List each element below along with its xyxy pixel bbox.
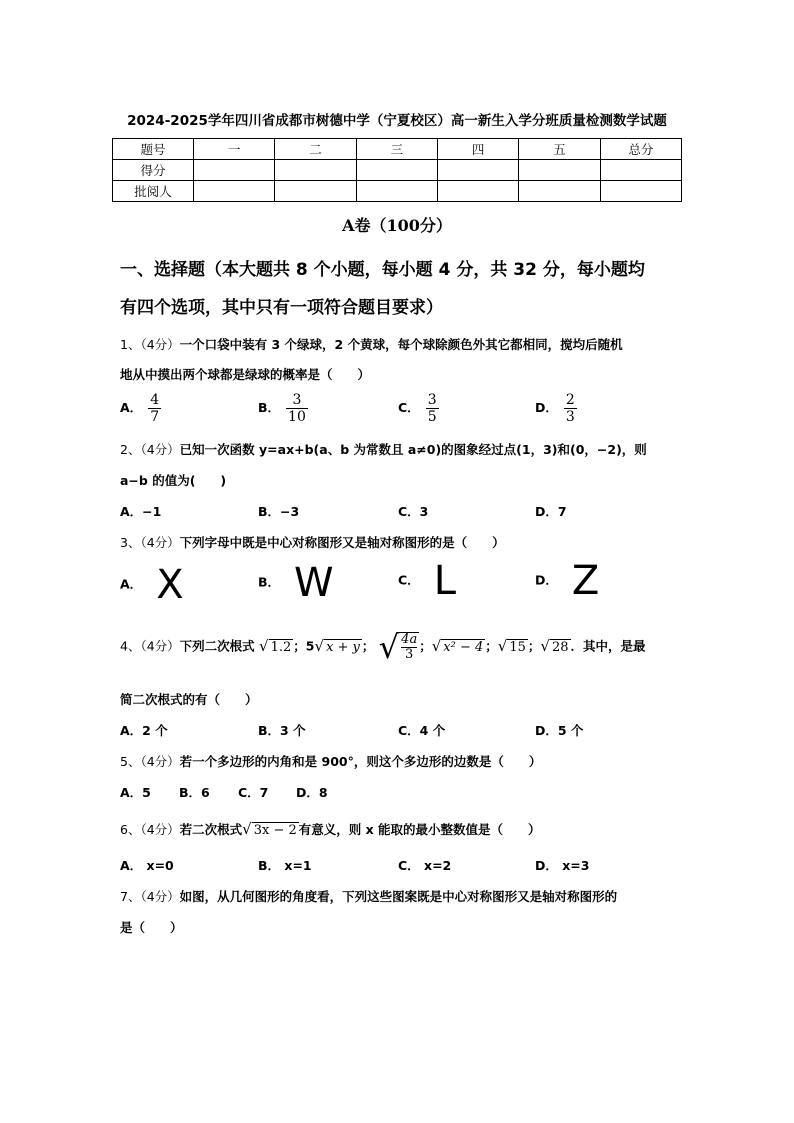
row-label: 批阅人 — [113, 181, 194, 202]
option-label: A． — [120, 576, 143, 592]
row-label: 得分 — [113, 160, 194, 181]
q4-option-c: C．4 个 — [398, 723, 446, 738]
question-3 — [120, 533, 505, 551]
denominator: 3 — [565, 409, 575, 425]
radical-3: √ $\frac{4a}{3}$ — [378, 628, 418, 666]
denominator: 7 — [150, 409, 160, 425]
option-label: C． — [398, 400, 420, 415]
radicand: 28 — [551, 639, 569, 655]
option-label: D． — [535, 400, 558, 415]
letter-x: X — [156, 562, 184, 608]
blank-cell — [600, 181, 681, 202]
q6-option-a: A． x=0 — [120, 858, 174, 873]
question-number: 1、（4分） — [120, 337, 180, 352]
radical-1: √ 1.2 — [259, 636, 292, 655]
section1-heading-line1: 一、选择题（本大题共 8 个小题，每小题 4 分，共 32 分，每小题均 — [120, 260, 645, 280]
question-2 — [120, 440, 647, 458]
q3-option-c — [398, 558, 456, 604]
option-label: C． — [398, 572, 420, 588]
blank-cell — [194, 181, 275, 202]
q5-option-a: A．5 — [120, 785, 151, 800]
question-text: 已知一次函数 y=ax+b(a、b 为常数且 a≠0)的图象经过点(1，3)和(0，−2)，则 — [179, 442, 647, 457]
q2-option-a: A．−1 — [120, 504, 162, 519]
blank-cell — [356, 181, 437, 202]
question-text: 下列字母中既是中心对称图形又是轴对称图形的是（ ） — [179, 535, 505, 550]
score-table — [112, 138, 682, 202]
header-cell: 四 — [437, 139, 518, 160]
q2-option-d: D．7 — [535, 504, 567, 519]
radical-2: √ x + y — [314, 636, 360, 655]
question-4 — [120, 628, 646, 666]
question-5 — [120, 752, 541, 770]
question-text: 如图，从几何图形的角度看，下列这些图案既是中心对称图形又是轴对称图形的 — [179, 889, 618, 904]
blank-cell — [519, 160, 600, 181]
separator: ； — [485, 638, 498, 654]
q1-option-d — [535, 392, 577, 425]
separator: ； — [419, 638, 432, 654]
question-7-line2: 是（ ） — [120, 920, 183, 935]
separator: ； — [293, 638, 306, 654]
blank-cell — [437, 160, 518, 181]
q6-option-d: D． x=3 — [535, 858, 590, 873]
letter-l: L — [433, 558, 456, 604]
q4-option-d: D．5 个 — [535, 723, 584, 738]
blank-cell — [275, 181, 356, 202]
q1-option-a — [120, 392, 161, 425]
radicand: 3x − 2 — [253, 823, 297, 838]
blank-cell — [600, 160, 681, 181]
question-4-line2: 简二次根式的有（ ） — [120, 692, 258, 707]
radical-6: √ 28 — [540, 636, 569, 655]
question-text: 一个口袋中装有 3 个绿球，2 个黄球，每个球除颜色外其它都相同，搅均后随机 — [179, 337, 623, 352]
denominator: 3 — [405, 647, 414, 662]
blank-cell — [437, 181, 518, 202]
q4-option-a: A．2 个 — [120, 723, 168, 738]
fraction — [564, 392, 577, 425]
blank-cell — [275, 160, 356, 181]
separator: ； — [527, 638, 541, 654]
coefficient: 5 — [305, 638, 315, 654]
score-row — [113, 160, 682, 181]
radicand: 1.2 — [270, 639, 292, 655]
radicand: x + y — [326, 639, 360, 655]
blank-cell — [194, 160, 275, 181]
question-2-line2: a−b 的值为( ) — [120, 473, 227, 488]
blank-cell — [356, 160, 437, 181]
q6-option-b: B． x=1 — [258, 858, 312, 873]
denominator: 5 — [427, 409, 437, 425]
numerator: 2 — [565, 392, 575, 408]
q6-option-c: C． x=2 — [398, 858, 452, 873]
radicand: 15 — [509, 639, 526, 655]
header-cell: 题号 — [113, 139, 194, 160]
q5-option-b: B．6 — [179, 785, 210, 800]
radicand: x² − 4 — [443, 639, 484, 655]
numerator: 3 — [286, 392, 308, 409]
question-number: 4、（4分） — [120, 638, 180, 654]
q2-option-b: B．−3 — [258, 504, 300, 519]
fraction — [148, 392, 161, 425]
option-label: A． — [120, 400, 143, 415]
question-text: 下列二次根式 — [179, 638, 255, 654]
score-table-header-row — [113, 139, 682, 160]
q1-option-b — [258, 392, 308, 425]
question-number: 2、（4分） — [120, 442, 180, 457]
letter-w: W — [294, 560, 334, 606]
question-6 — [120, 820, 541, 838]
q3-option-b — [258, 560, 334, 606]
q4-option-b: B．3 个 — [258, 723, 306, 738]
q3-option-d — [535, 558, 599, 604]
section1-heading-line2: 有四个选项，其中只有一项符合题目要求） — [120, 298, 443, 318]
option-label: D． — [535, 572, 558, 588]
question-text-tail: 有意义，则 x 能取的最小整数值是（ ） — [298, 822, 541, 837]
question-7 — [120, 887, 617, 905]
numerator: 4a — [401, 632, 418, 647]
question-text: 若一个多边形的内角和是 900°，则这个多边形的边数是（ ） — [179, 754, 542, 769]
q5-option-d: D．8 — [296, 785, 328, 800]
exam-title: 2024-2025学年四川省成都市树德中学（宁夏校区）高一新生入学分班质量检测数学试题 — [127, 113, 667, 129]
reviewer-row — [113, 181, 682, 202]
fraction — [286, 392, 308, 425]
question-number: 5、（4分） — [120, 754, 180, 769]
letter-z: Z — [571, 558, 600, 604]
question-number: 3、（4分） — [120, 535, 180, 550]
q3-option-a — [120, 562, 184, 608]
section-a-heading: A卷（100分） — [342, 216, 452, 235]
header-cell: 总分 — [600, 139, 681, 160]
header-cell: 二 — [275, 139, 356, 160]
radical-4: √ x² − 4 — [431, 636, 484, 655]
q5-option-c: C．7 — [238, 785, 269, 800]
header-cell: 三 — [356, 139, 437, 160]
q2-option-c: C．3 — [398, 504, 429, 519]
numerator: 3 — [427, 392, 437, 408]
blank-cell — [519, 181, 600, 202]
separator: ； — [361, 638, 375, 654]
question-text: 若二次根式 — [179, 822, 243, 837]
header-cell: 五 — [519, 139, 600, 160]
option-label: B． — [258, 574, 281, 590]
q1-option-c — [398, 392, 439, 425]
question-number: 6、（4分） — [120, 822, 180, 837]
question-1 — [120, 335, 623, 353]
header-cell: 一 — [194, 139, 275, 160]
radical-5: √ 15 — [497, 636, 526, 655]
radical: √ 3x − 2 — [242, 820, 297, 838]
option-label: B． — [258, 400, 281, 415]
question-number: 7、（4分） — [120, 889, 180, 904]
fraction — [426, 392, 439, 425]
question-1-line2: 地从中摸出两个球都是绿球的概率是（ ） — [120, 367, 371, 382]
question-text-tail: ．其中，是最 — [570, 638, 646, 654]
numerator: 4 — [150, 392, 160, 408]
denominator: 10 — [288, 409, 306, 425]
